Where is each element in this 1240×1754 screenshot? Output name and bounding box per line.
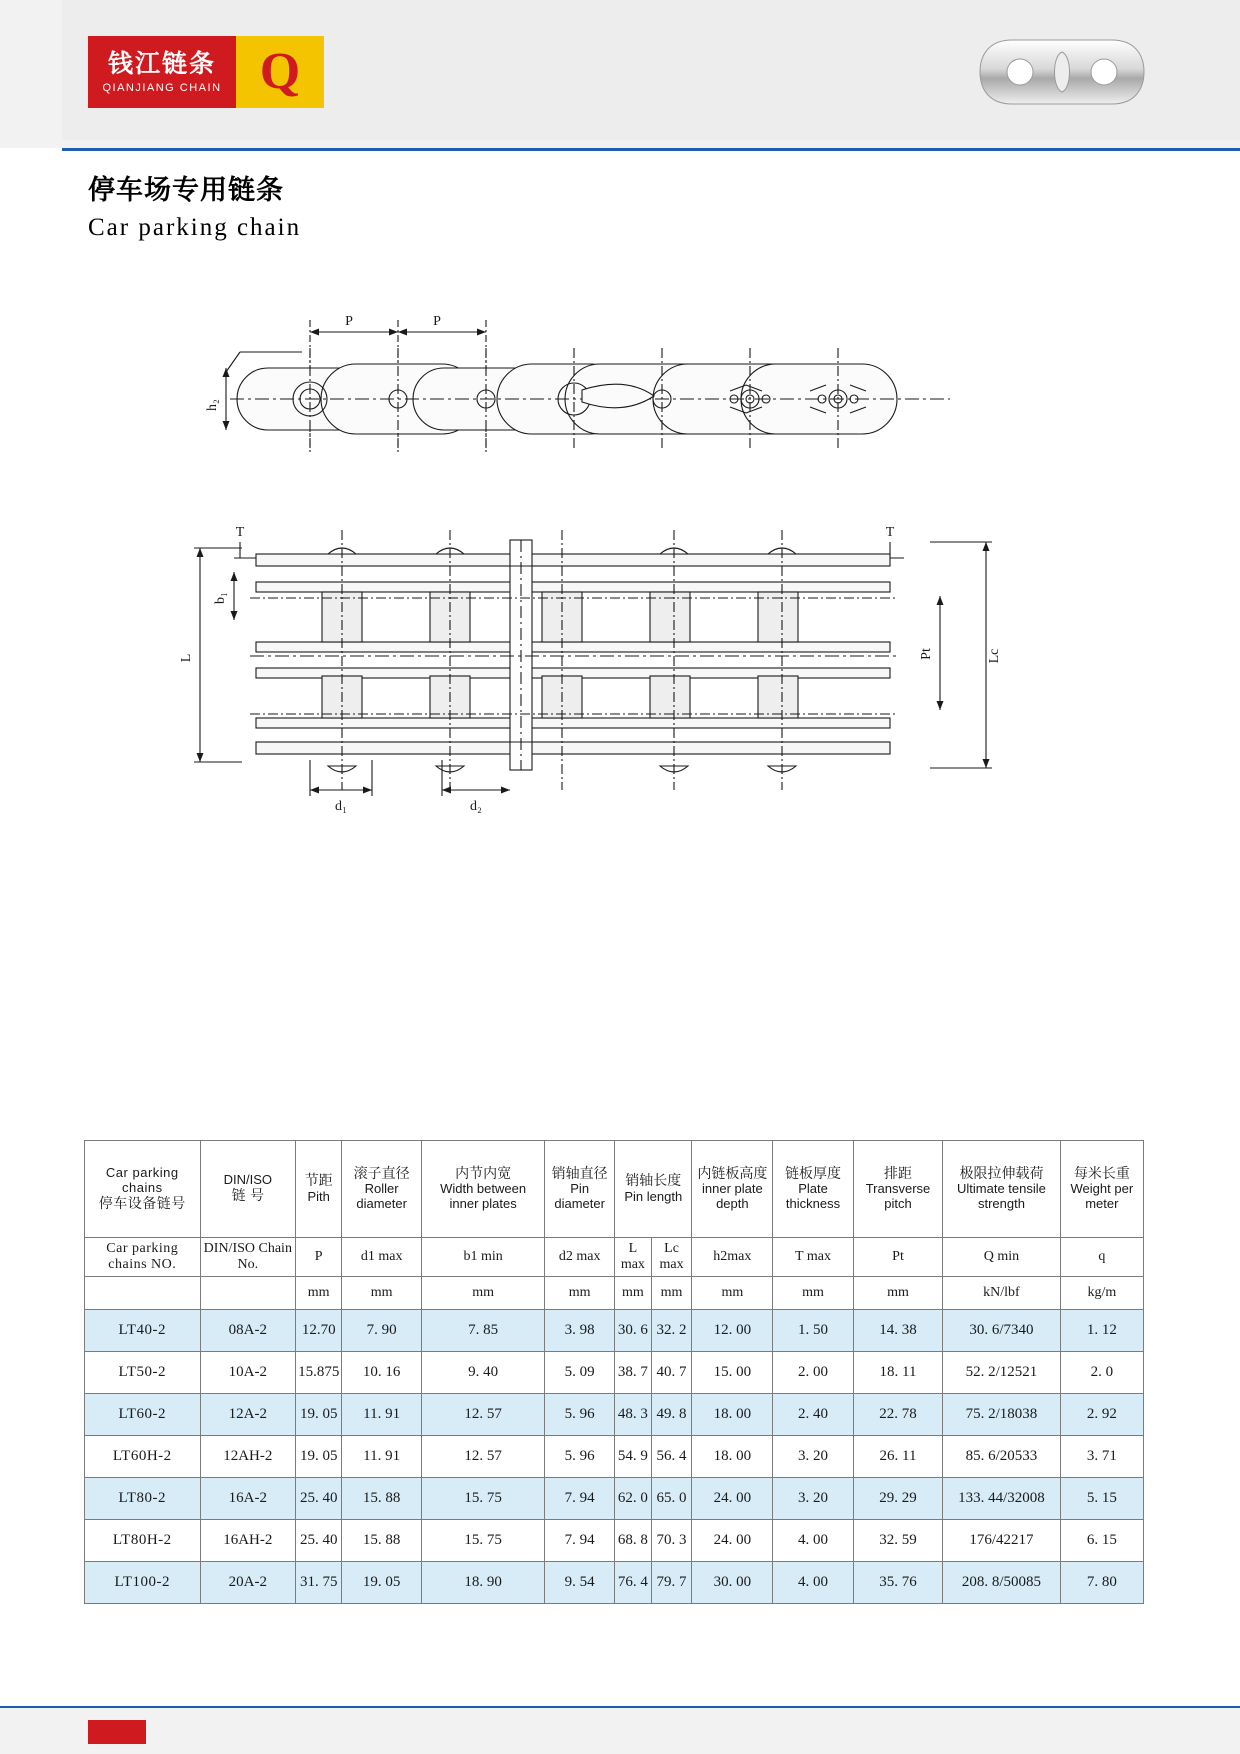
unit-cell-7: mm [651,1277,692,1310]
cell-q: 133. 44/32008 [943,1478,1060,1520]
unit-cell-4: mm [421,1277,544,1310]
cell-pt: 18. 11 [853,1352,942,1394]
header-en-8: inner plate depth [701,1181,763,1212]
symbol-cell-5: d2 max [545,1238,615,1277]
cell-d2: 7. 94 [545,1478,615,1520]
cell-t: 2. 00 [773,1352,854,1394]
cell-lc: 65. 0 [651,1478,692,1520]
cell-weight: 7. 80 [1060,1562,1143,1604]
label-d2: d₂ [470,799,482,814]
label-h2: h₂ [205,399,220,411]
cell-d2: 9. 54 [545,1562,615,1604]
label-b1: b₁ [213,592,228,604]
cell-l: 38. 7 [615,1352,652,1394]
unit-cell-6: mm [615,1277,652,1310]
cell-pt: 32. 59 [853,1520,942,1562]
cell-q: 75. 2/18038 [943,1394,1060,1436]
unit-cell-5: mm [545,1277,615,1310]
cell-h2: 24. 00 [692,1520,773,1562]
cell-q: 208. 8/50085 [943,1562,1060,1604]
cell-h2: 15. 00 [692,1352,773,1394]
table-row [85,1310,1144,1352]
table-header-row-3 [85,1277,1144,1310]
cell-chain-name: LT60H-2 [85,1436,201,1478]
specification-table-container [84,1140,1144,1604]
header-cell-plate-depth [692,1141,773,1238]
cell-pt: 22. 78 [853,1394,942,1436]
header-cell-pitch [296,1141,342,1238]
cell-weight: 3. 71 [1060,1436,1143,1478]
symbol-cell-11: Q min [943,1238,1060,1277]
table-row [85,1562,1144,1604]
cell-pitch: 12.70 [296,1310,342,1352]
label-T-right: T [885,525,895,540]
cell-chain-name: LT100-2 [85,1562,201,1604]
label-Lc: Lc [987,648,1002,664]
cell-lc: 70. 3 [651,1520,692,1562]
cell-pitch: 25. 40 [296,1520,342,1562]
cell-d2: 3. 98 [545,1310,615,1352]
unit-cell-3: mm [342,1277,422,1310]
cell-q: 85. 6/20533 [943,1436,1060,1478]
logo-chinese-name: 钱江链条 [107,48,216,78]
label-Pt: Pt [919,648,934,660]
symbol-cell-4: b1 min [421,1238,544,1277]
cell-l: 30. 6 [615,1310,652,1352]
header-cn-10: 排距 [884,1166,912,1183]
header-cell-transverse-pitch [853,1141,942,1238]
header-en-9: Plate thickness [785,1181,841,1212]
unit-cell-1 [200,1277,296,1310]
symbol-cell-3: d1 max [342,1238,422,1277]
cell-weight: 1. 12 [1060,1310,1143,1352]
specification-table [84,1140,1144,1604]
cell-d2: 5. 96 [545,1394,615,1436]
table-row [85,1478,1144,1520]
symbol-cell-2: P [296,1238,342,1277]
header-cn-11: 极限拉伸载荷 [959,1166,1044,1183]
cell-d1: 15. 88 [342,1520,422,1562]
cell-d1: 15. 88 [342,1478,422,1520]
cell-weight: 2. 0 [1060,1352,1143,1394]
header-en-12: Weight per meter [1070,1181,1134,1212]
header-en-1: Car parking chains [105,1165,179,1195]
label-d1: d₁ [335,799,347,814]
unit-cell-12: kg/m [1060,1277,1143,1310]
chain-technical-drawing [130,290,1110,850]
cell-b1: 12. 57 [421,1436,544,1478]
cell-t: 3. 20 [773,1436,854,1478]
cell-l: 76. 4 [615,1562,652,1604]
header-cell-din-iso [200,1141,296,1238]
page-title-english: Car parking chain [88,214,302,241]
header-en-3: Pith [307,1188,330,1204]
cell-din-iso: 16AH-2 [200,1520,296,1562]
cell-pt: 14. 38 [853,1310,942,1352]
logo-english-name: QIANJIANG CHAIN [102,82,222,95]
cell-pitch: 31. 75 [296,1562,342,1604]
unit-cell-0 [85,1277,201,1310]
cell-t: 3. 20 [773,1478,854,1520]
logo-text-block [88,36,236,108]
table-row [85,1436,1144,1478]
label-T-left: T [235,525,245,540]
cell-h2: 18. 00 [692,1394,773,1436]
unit-cell-2: mm [296,1277,342,1310]
header-cell-inner-width [421,1141,544,1238]
header-cell-weight [1060,1141,1143,1238]
cell-q: 30. 6/7340 [943,1310,1060,1352]
company-logo [88,36,324,108]
cell-lc: 56. 4 [651,1436,692,1478]
cell-pitch: 19. 05 [296,1436,342,1478]
cell-pitch: 19. 05 [296,1394,342,1436]
table-row [85,1394,1144,1436]
header-cell-pin-diameter [545,1141,615,1238]
cell-chain-name: LT40-2 [85,1310,201,1352]
cell-t: 1. 50 [773,1310,854,1352]
header-cn-9: 链板厚度 [785,1166,841,1183]
cell-weight: 6. 15 [1060,1520,1143,1562]
cell-b1: 9. 40 [421,1352,544,1394]
symbol-cell-10: Pt [853,1238,942,1277]
header-cell-tensile-strength [943,1141,1060,1238]
symbol-cell-12: q [1060,1238,1143,1277]
header-cn-6: 销轴直径 [551,1166,608,1183]
cell-d1: 11. 91 [342,1394,422,1436]
cell-b1: 15. 75 [421,1520,544,1562]
header-en-6: Pin diameter [554,1181,605,1212]
header-en-7: Pin length [624,1188,683,1204]
symbol-cell-1: DIN/ISO Chain No. [200,1238,296,1277]
cell-h2: 30. 00 [692,1562,773,1604]
cell-din-iso: 12A-2 [200,1394,296,1436]
cell-b1: 18. 90 [421,1562,544,1604]
label-pitch-2: P [433,314,441,329]
cell-din-iso: 08A-2 [200,1310,296,1352]
cell-h2: 18. 00 [692,1436,773,1478]
unit-cell-10: mm [853,1277,942,1310]
header-cn-1: 停车设备链号 [98,1195,186,1212]
cell-b1: 15. 75 [421,1478,544,1520]
cell-chain-name: LT60-2 [85,1394,201,1436]
table-row [85,1520,1144,1562]
cell-q: 176/42217 [943,1520,1060,1562]
cell-chain-name: LT50-2 [85,1352,201,1394]
header-en-5: Width between inner plates [440,1181,527,1212]
footer-accent-block [88,1720,146,1744]
cell-pitch: 25. 40 [296,1478,342,1520]
cell-chain-name: LT80-2 [85,1478,201,1520]
table-header-row-2 [85,1238,1144,1277]
cell-h2: 24. 00 [692,1478,773,1520]
cell-lc: 79. 7 [651,1562,692,1604]
cell-pt: 35. 76 [853,1562,942,1604]
cell-l: 62. 0 [615,1478,652,1520]
cell-pitch: 15.875 [296,1352,342,1394]
label-L: L [179,653,194,663]
header-cn-2: 链 号 [231,1188,265,1205]
table-header-row-1 [85,1141,1144,1238]
cell-t: 4. 00 [773,1562,854,1604]
label-pitch-1: P [345,314,353,329]
cell-q: 52. 2/12521 [943,1352,1060,1394]
header-cn-5: 内节内宽 [455,1166,512,1183]
header-cell-chain-name [85,1141,201,1238]
symbol-cell-6: L max [615,1238,652,1277]
cell-d2: 7. 94 [545,1520,615,1562]
symbol-cell-7: Lc max [651,1238,692,1277]
header-en-2: DIN/ISO [223,1172,273,1188]
cell-l: 68. 8 [615,1520,652,1562]
cell-lc: 49. 8 [651,1394,692,1436]
cell-d2: 5. 09 [545,1352,615,1394]
header-cell-pin-length [615,1141,692,1238]
cell-din-iso: 20A-2 [200,1562,296,1604]
logo-mark-block [236,36,324,108]
cell-weight: 5. 15 [1060,1478,1143,1520]
cell-lc: 32. 2 [651,1310,692,1352]
cell-b1: 12. 57 [421,1394,544,1436]
cell-b1: 7. 85 [421,1310,544,1352]
cell-din-iso: 10A-2 [200,1352,296,1394]
header-cn-8: 内链板高度 [697,1166,768,1183]
cell-din-iso: 16A-2 [200,1478,296,1520]
logo-q-mark: Q [259,43,301,100]
header-cn-4: 滚子直径 [353,1166,410,1183]
header-en-10: Transverse pitch [865,1181,931,1212]
symbol-cell-9: T max [773,1238,854,1277]
header-cn-12: 每米长重 [1073,1166,1130,1183]
page-footer [0,1706,1240,1754]
unit-cell-9: mm [773,1277,854,1310]
cell-weight: 2. 92 [1060,1394,1143,1436]
cell-d1: 7. 90 [342,1310,422,1352]
cell-t: 2. 40 [773,1394,854,1436]
cell-d1: 19. 05 [342,1562,422,1604]
chain-link-emblem [976,32,1148,112]
cell-h2: 12. 00 [692,1310,773,1352]
symbol-cell-0: Car parking chains NO. [85,1238,201,1277]
page-header [0,0,1240,151]
unit-cell-11: kN/lbf [943,1277,1060,1310]
header-en-11: Ultimate tensile strength [957,1181,1046,1212]
cell-pt: 29. 29 [853,1478,942,1520]
header-cell-plate-thickness [773,1141,854,1238]
unit-cell-8: mm [692,1277,773,1310]
cell-t: 4. 00 [773,1520,854,1562]
cell-d2: 5. 96 [545,1436,615,1478]
cell-chain-name: LT80H-2 [85,1520,201,1562]
cell-pt: 26. 11 [853,1436,942,1478]
header-cell-roller-diameter [342,1141,422,1238]
symbol-cell-8: h2max [692,1238,773,1277]
cell-l: 54. 9 [615,1436,652,1478]
cell-l: 48. 3 [615,1394,652,1436]
header-cn-3: 节距 [304,1173,333,1190]
header-cn-7: 销轴长度 [625,1173,682,1190]
cell-d1: 10. 16 [342,1352,422,1394]
cell-lc: 40. 7 [651,1352,692,1394]
header-en-4: Roller diameter [356,1181,407,1212]
left-margin [0,148,62,1754]
cell-din-iso: 12AH-2 [200,1436,296,1478]
table-row [85,1352,1144,1394]
cell-d1: 11. 91 [342,1436,422,1478]
page-title-chinese: 停车场专用链条 [88,175,284,206]
